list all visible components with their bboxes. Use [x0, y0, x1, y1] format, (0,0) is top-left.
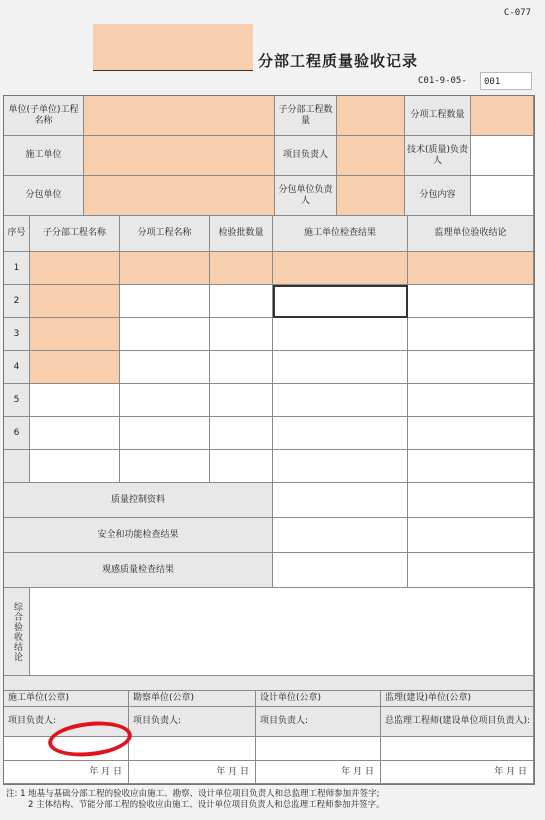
unit-name-field[interactable] — [84, 96, 275, 136]
sub-pm-field[interactable] — [337, 176, 405, 216]
table-cell[interactable] — [408, 450, 534, 483]
col-header-batch-count: 检验批数量 — [210, 216, 273, 252]
table-cell[interactable] — [210, 285, 273, 318]
table-cell[interactable] — [273, 384, 408, 417]
table-cell[interactable] — [120, 285, 210, 318]
quality-docs-supervisor[interactable] — [408, 483, 534, 518]
row-index: 3 — [4, 318, 30, 351]
pm-label: 项目负责人 — [275, 136, 337, 176]
table-cell[interactable] — [408, 285, 534, 318]
table-cell[interactable] — [120, 417, 210, 450]
sig-person-supervisor: 总监理工程师(建设单位项目负责人): — [381, 707, 534, 737]
table-cell[interactable] — [30, 351, 120, 384]
sub-count-field[interactable] — [337, 96, 405, 136]
project-name-input[interactable] — [93, 24, 253, 71]
footnote-2: 2 主体结构、节能分部工程的验收应由施工、设计单位项目负责人和总监理工程师参加并签字。 — [28, 800, 385, 810]
col-header-supervisor-result: 监理单位验收结论 — [408, 216, 534, 252]
sig-field-supervisor[interactable] — [381, 737, 534, 761]
tech-field[interactable] — [471, 136, 534, 176]
table-cell[interactable] — [210, 318, 273, 351]
sub-pm-label: 分包单位负责人 — [275, 176, 337, 216]
sig-field-design[interactable] — [256, 737, 381, 761]
table-cell[interactable] — [120, 384, 210, 417]
appearance-results-label: 观感质量检查结果 — [4, 553, 273, 588]
table-cell[interactable] — [408, 318, 534, 351]
safety-results-supervisor[interactable] — [408, 518, 534, 553]
table-cell[interactable] — [273, 252, 408, 285]
form-code-label: C01-9-05- — [418, 76, 467, 86]
row-index: 6 — [4, 417, 30, 450]
col-header-contractor-result: 施工单位检查结果 — [273, 216, 408, 252]
row-index — [4, 450, 30, 483]
contractor-field[interactable] — [84, 136, 275, 176]
sig-person-design: 项目负责人: — [256, 707, 381, 737]
table-cell[interactable] — [210, 252, 273, 285]
appearance-results-contractor[interactable] — [273, 553, 408, 588]
signature-spacer — [4, 676, 534, 691]
sig-person-survey: 项目负责人: — [129, 707, 256, 737]
conclusion-label: 综合验收结论 — [4, 588, 30, 676]
sub-content-label: 分包内容 — [405, 176, 471, 216]
subcontractor-label: 分包单位 — [4, 176, 84, 216]
sig-unit-design: 设计单位(公章) — [256, 691, 381, 707]
table-cell[interactable] — [120, 450, 210, 483]
quality-docs-contractor[interactable] — [273, 483, 408, 518]
footnote-1: 注: 1 地基与基础分部工程的验收应由施工、勘察、设计单位项目负责人和总监理工程师参加并签字; — [6, 789, 380, 799]
table-cell[interactable] — [210, 384, 273, 417]
sig-person-contractor: 项目负责人: — [4, 707, 129, 737]
appearance-results-supervisor[interactable] — [408, 553, 534, 588]
sub-count-label: 子分部工程数量 — [275, 96, 337, 136]
corner-code: C-077 — [503, 8, 531, 18]
table-cell[interactable] — [120, 318, 210, 351]
table-cell[interactable] — [210, 351, 273, 384]
form-title: 分部工程质量验收记录 — [258, 52, 419, 70]
conclusion-field[interactable] — [30, 588, 534, 676]
table-cell[interactable] — [210, 417, 273, 450]
tech-label: 技术(质量)负责人 — [405, 136, 471, 176]
table-cell[interactable] — [30, 285, 120, 318]
table-cell[interactable] — [30, 252, 120, 285]
table-cell[interactable] — [30, 318, 120, 351]
table-cell[interactable] — [273, 450, 408, 483]
table-cell[interactable] — [30, 384, 120, 417]
sig-unit-survey: 勘察单位(公章) — [129, 691, 256, 707]
table-cell[interactable] — [408, 417, 534, 450]
row-index: 1 — [4, 252, 30, 285]
table-cell[interactable] — [273, 417, 408, 450]
quality-docs-label: 质量控制资料 — [4, 483, 273, 518]
row-index: 5 — [4, 384, 30, 417]
unit-name-label: 单位(子单位)工程名称 — [4, 96, 84, 136]
col-header-subdivision: 子分部工程名称 — [30, 216, 120, 252]
sig-date-contractor[interactable]: 年 月 日 — [4, 761, 129, 784]
table-cell[interactable] — [273, 351, 408, 384]
item-count-label: 分项工程数量 — [405, 96, 471, 136]
sig-field-survey[interactable] — [129, 737, 256, 761]
col-header-index: 序号 — [4, 216, 30, 252]
sig-date-design[interactable]: 年 月 日 — [256, 761, 381, 784]
safety-results-contractor[interactable] — [273, 518, 408, 553]
col-header-item: 分项工程名称 — [120, 216, 210, 252]
item-count-field[interactable] — [471, 96, 534, 136]
pm-field[interactable] — [337, 136, 405, 176]
table-cell[interactable] — [30, 450, 120, 483]
table-cell[interactable] — [210, 450, 273, 483]
table-cell[interactable] — [273, 318, 408, 351]
subcontractor-field[interactable] — [84, 176, 275, 216]
sig-unit-supervisor: 监理(建设)单位(公章) — [381, 691, 534, 707]
contractor-label: 施工单位 — [4, 136, 84, 176]
table-cell[interactable] — [408, 351, 534, 384]
selected-cell[interactable] — [273, 285, 408, 318]
row-index: 2 — [4, 285, 30, 318]
sig-date-survey[interactable]: 年 月 日 — [129, 761, 256, 784]
form-code-value[interactable]: 001 — [480, 72, 532, 90]
safety-results-label: 安全和功能检查结果 — [4, 518, 273, 553]
table-cell[interactable] — [30, 417, 120, 450]
table-cell[interactable] — [408, 252, 534, 285]
table-cell[interactable] — [120, 351, 210, 384]
table-cell[interactable] — [120, 252, 210, 285]
sig-date-supervisor[interactable]: 年 月 日 — [381, 761, 534, 784]
sub-content-field[interactable] — [471, 176, 534, 216]
acceptance-table — [3, 95, 535, 785]
table-cell[interactable] — [408, 384, 534, 417]
sig-unit-contractor: 施工单位(公章) — [4, 691, 129, 707]
row-index: 4 — [4, 351, 30, 384]
footnotes — [6, 789, 385, 811]
